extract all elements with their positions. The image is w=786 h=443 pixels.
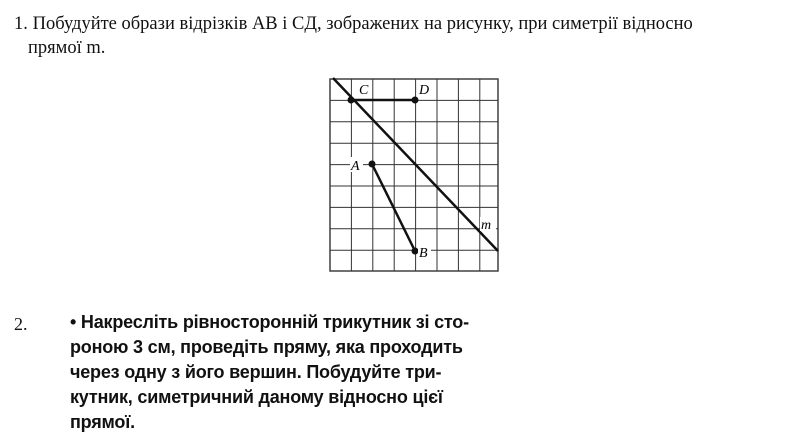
task-1-text-line-1: Побудуйте образи відрізків AB і CД, зображених на рисунку, при симетрії відносно: [32, 14, 693, 34]
task-1: [14, 12, 774, 60]
label-b: B: [419, 246, 428, 261]
point-c: [348, 97, 355, 104]
task-1-line-1: [14, 12, 774, 36]
point-b: [412, 248, 419, 255]
point-d: [412, 97, 419, 104]
task-2-line: прямої.: [70, 412, 135, 432]
task-2-line: кутник, симетричний даному відносно цієї: [70, 387, 443, 407]
task-2-line: • Накресліть рівносторонній трикутник зі сто-: [70, 312, 469, 332]
symmetry-figure: [315, 76, 505, 276]
label-d: D: [419, 83, 430, 98]
task-1-number: 1.: [14, 14, 28, 34]
task-2-number: 2.: [14, 314, 28, 334]
task-1-text-line-2: прямої m.: [28, 38, 106, 58]
task-2-line: роною 3 см, проведіть пряму, яка проходить: [70, 337, 463, 357]
label-a: A: [351, 159, 360, 174]
point-a: [369, 161, 376, 168]
label-m: m: [481, 218, 492, 233]
grid: [330, 79, 498, 271]
task-2-text: [70, 310, 490, 435]
task-2-line: через одну з його вершин. Побудуйте три-: [70, 362, 442, 382]
label-c: C: [359, 83, 369, 98]
